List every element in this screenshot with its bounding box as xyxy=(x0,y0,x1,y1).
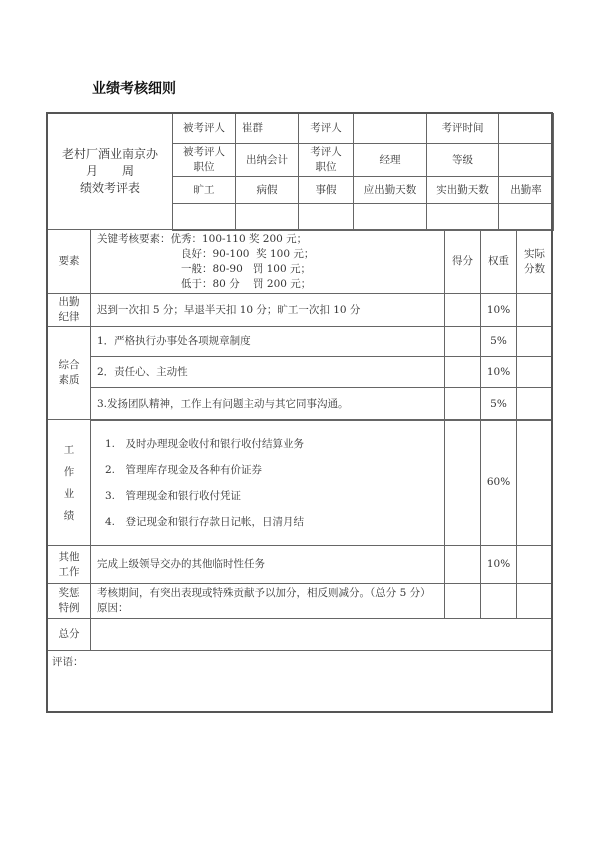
level: 低于：80 分 罚 200 元； xyxy=(181,278,312,290)
weight-cell: 5% xyxy=(480,326,517,357)
actual-score-header: 实际 分数 xyxy=(516,229,553,294)
header-cell: 出勤率 xyxy=(498,176,554,204)
form-title-line: 月 周 xyxy=(85,164,134,178)
other-label: 其他 工作 xyxy=(47,545,91,584)
score-cell[interactable] xyxy=(444,326,481,357)
header-cell: 实出勤天数 xyxy=(426,176,499,204)
performance-label: 工 作 业 绩 xyxy=(47,419,91,546)
actual-cell[interactable] xyxy=(516,545,553,584)
criteria-text xyxy=(90,229,445,294)
header-cell: 事假 xyxy=(298,176,354,204)
reward-label: 奖惩 特例 xyxy=(47,583,91,619)
quality-item-text: 2．责任心、主动性 xyxy=(90,356,445,388)
form-title-line: 绩效考评表 xyxy=(79,181,140,195)
header-value-cell[interactable] xyxy=(172,203,236,231)
score-cell[interactable] xyxy=(444,545,481,584)
actual-cell[interactable] xyxy=(516,356,553,388)
header-cell[interactable]: 经理 xyxy=(353,143,427,177)
performance-item: 3. 管理现金和银行收付凭证 xyxy=(105,489,242,502)
header-cell[interactable]: 崔群 xyxy=(235,113,299,144)
actual-cell[interactable] xyxy=(516,387,553,421)
weight-cell: 5% xyxy=(480,387,517,421)
header-value-cell[interactable] xyxy=(298,203,354,231)
criteria-label: 要素 xyxy=(47,229,91,294)
header-cell: 等级 xyxy=(426,143,499,177)
quality-item-text: 3.发扬团队精神，工作上有问题主动与其它同事沟通。 xyxy=(90,387,445,421)
total-label: 总分 xyxy=(47,618,91,651)
header-value-cell[interactable] xyxy=(426,203,499,231)
actual-cell[interactable] xyxy=(516,419,553,546)
performance-item: 2. 管理库存现金及各种有价证券 xyxy=(105,463,263,476)
level: 一般：80-90 罚 100 元； xyxy=(181,263,311,275)
weight-cell: 60% xyxy=(480,419,517,546)
page-title: 业绩考核细则 xyxy=(92,81,176,97)
header-value-cell[interactable] xyxy=(235,203,299,231)
header-cell[interactable] xyxy=(353,113,427,144)
quality-label: 综合 素质 xyxy=(47,326,91,420)
header-cell: 被考评人 职位 xyxy=(172,143,236,177)
header-cell: 考评人 职位 xyxy=(298,143,354,177)
performance-item: 4. 登记现金和银行存款日记帐，日清月结 xyxy=(105,515,305,528)
header-cell[interactable] xyxy=(498,113,554,144)
form-title xyxy=(47,113,173,230)
score-cell[interactable] xyxy=(444,387,481,421)
weight-cell xyxy=(480,583,517,619)
weight-header: 权重 xyxy=(480,229,517,294)
attendance-text: 迟到一次扣 5 分；早退半天扣 10 分；旷工一次扣 10 分 xyxy=(90,293,445,327)
quality-item-text: 1．严格执行办事处各项规章制度 xyxy=(90,326,445,357)
score-cell[interactable] xyxy=(444,583,481,619)
score-cell[interactable] xyxy=(444,356,481,388)
header-cell: 病假 xyxy=(235,176,299,204)
attendance-label: 出勤 纪律 xyxy=(47,293,91,327)
header-cell: 考评人 xyxy=(298,113,354,144)
score-cell[interactable] xyxy=(444,293,481,327)
actual-cell[interactable] xyxy=(516,583,553,619)
weight-cell: 10% xyxy=(480,293,517,327)
criteria-intro: 关键考核要素：优秀：100-110 奖 200 元； xyxy=(97,233,308,245)
weight-cell: 10% xyxy=(480,545,517,584)
header-cell: 旷工 xyxy=(172,176,236,204)
other-text: 完成上级领导交办的其他临时性任务 xyxy=(90,545,445,584)
comment-cell[interactable] xyxy=(47,650,553,713)
total-value-cell[interactable] xyxy=(90,618,553,651)
header-value-cell[interactable] xyxy=(498,203,554,231)
reward-description: 考核期间，有突出表现或特殊贡献予以加分，相反则减分。（总分 5 分） xyxy=(97,587,431,599)
header-cell: 被考评人 xyxy=(172,113,236,144)
header-cell: 考评时间 xyxy=(426,113,499,144)
performance-item: 1. 及时办理现金收付和银行收付结算业务 xyxy=(105,437,305,450)
weight-cell: 10% xyxy=(480,356,517,388)
header-value-cell[interactable] xyxy=(353,203,427,231)
score-header: 得分 xyxy=(444,229,481,294)
header-cell[interactable] xyxy=(498,143,554,177)
form-title-line: 老村厂酒业南京办 xyxy=(61,147,158,161)
reward-text xyxy=(90,583,445,619)
actual-cell[interactable] xyxy=(516,293,553,327)
header-cell[interactable]: 出纳会计 xyxy=(235,143,299,177)
comment-label: 评语： xyxy=(52,656,84,668)
level: 良好：90-100 奖 100 元； xyxy=(181,248,315,260)
actual-cell[interactable] xyxy=(516,326,553,357)
criteria-levels xyxy=(97,247,314,292)
performance-items xyxy=(90,419,445,546)
header-cell: 应出勤天数 xyxy=(353,176,427,204)
reward-reason[interactable]: 原因： xyxy=(97,602,129,614)
score-cell[interactable] xyxy=(444,419,481,546)
